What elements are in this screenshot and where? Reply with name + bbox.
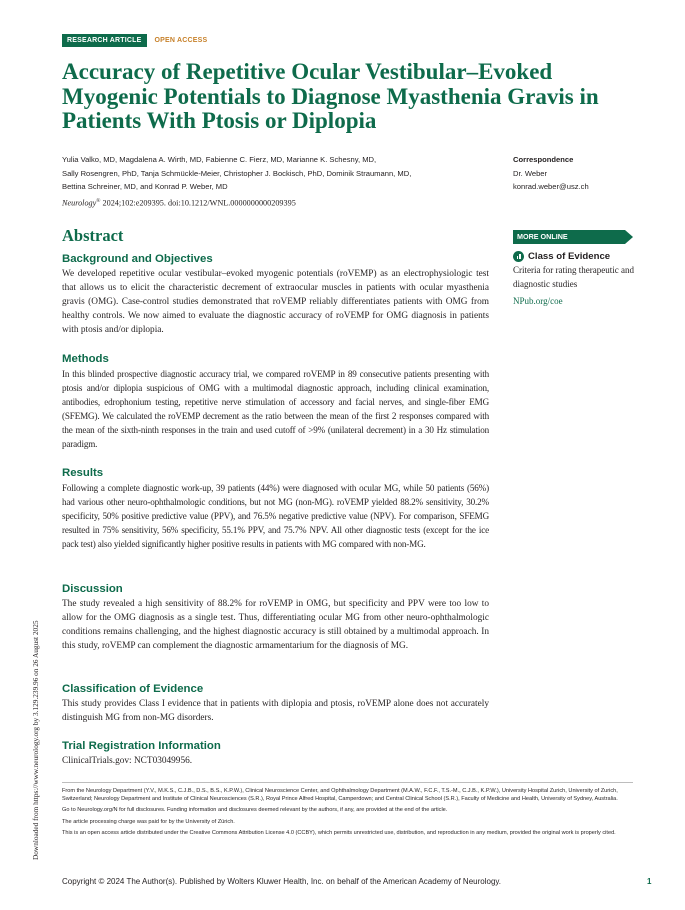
section-discussion <box>62 583 489 654</box>
section-heading: Trial Registration Information <box>62 740 221 752</box>
correspondence-heading: Correspondence <box>513 155 574 164</box>
bar-chart-icon <box>513 251 524 262</box>
footnote-divider <box>62 782 633 783</box>
copyright-line: Copyright © 2024 The Author(s). Published by Wolters Kluwer Health, Inc. on behalf of the American Academy of Neurology. <box>62 877 502 886</box>
class-of-evidence-heading: Class of Evidence <box>513 250 653 263</box>
section-body: The study revealed a high sensitivity of 88.2% for roVEMP in OMG, but specificity and PPV were too low to allow for the OMG diagnosis as a single test. Thus, differentiating ocular MG from other neuro-ophthalmologic conditions remains challenging, and the highest diagnostic accuracy is still obtained by a multimodal approach. In this study, roVEMP can complement the diagnostic armamentarium for the diagnosis of MG. <box>62 599 489 651</box>
section-body: Following a complete diagnostic work-up, 39 patients (44%) were diagnosed with ocular MG, while 50 patients (56%) had various other neuro-ophthalmologic conditions, but not MG (non-MG). roVEMP yielded 88.2% sensitivity, 30.2% specificity, 50% positive predictive value (PPV), and 76.5% negative predictive value (NPV). For comparison, SFEMG resulted in 75% sensitivity, 56% specificity, 55.1% PPV, and 75.7% NPV. All other diagnostic tests (except for the ice pack test) also yielded significantly higher positive results in patients with MG compared with non-MG. <box>62 483 489 549</box>
registered-mark: ® <box>96 198 101 204</box>
research-article-badge: RESEARCH ARTICLE <box>62 34 147 47</box>
author-line: Yulia Valko, MD, Magdalena A. Wirth, MD, Fabienne C. Fierz, MD, Marianne K. Schesny, MD, <box>62 155 377 164</box>
section-heading: Background and Objectives <box>62 253 213 265</box>
author-line: Bettina Schreiner, MD, and Konrad P. Weber, MD <box>62 182 228 191</box>
page-number: 1 <box>647 877 652 886</box>
correspondence-name: Dr. Weber <box>513 168 548 178</box>
section-results <box>62 467 489 552</box>
section-trial-registration <box>62 740 489 769</box>
section-methods <box>62 353 489 451</box>
section-heading: Discussion <box>62 583 123 595</box>
section-body: ClinicalTrials.gov: NCT03049956. <box>62 756 193 766</box>
class-of-evidence-link[interactable]: NPub.org/coe <box>513 296 563 306</box>
section-body: This study provides Class I evidence that in patients with diplopia and ptosis, roVEMP alone does not accurately distinguish MG from non-MG disorders. <box>62 699 489 723</box>
disclosures-note: Go to Neurology.org/N for full disclosures. Funding information and disclosures deemed relevant by the authors, if any, are provided at the end of the article. <box>62 807 448 814</box>
section-classification <box>62 683 489 726</box>
citation-details: 2024;102:e209395. doi:10.1212/WNL.0000000000209395 <box>100 198 296 208</box>
section-body: In this blinded prospective diagnostic accuracy trial, we compared roVEMP in 89 consecutive patients presenting with ptosis and/or diplopia suspicious of OMG with a multimodal diagnostic approach, including clinical examination, antibodies, edrophonium testing, repetitive nerve stimulation of accessory and facial nerves, and single-fiber EMG (SFEMG). We calculated the roVEMP decrement as the ratio between the mean of the first 2 responses compared with the mean of the sixth-ninth responses in the train and used cutoff of >9% (unilateral decrement) in a 30 Hz stimulation paradigm. <box>62 369 489 449</box>
journal-name: Neurology <box>62 198 97 208</box>
class-of-evidence-description: Criteria for rating therapeutic and diagnostic studies <box>513 265 634 289</box>
section-heading: Methods <box>62 353 109 365</box>
article-title: Accuracy of Repetitive Ocular Vestibular–Evoked Myogenic Potentials to Diagnose Myasthenia Gravis in Patients With Ptosis or Diplopia <box>62 59 599 133</box>
citation <box>62 198 296 208</box>
author-line: Sally Rosengren, PhD, Tanja Schmückle-Meier, Christopher J. Bockisch, PhD, Dominik Straumann, MD, <box>62 168 412 178</box>
more-online-label: MORE ONLINE <box>517 232 568 241</box>
license-note: This is an open access article distributed under the Creative Commons Attribution License 4.0 (CCBY), which permits unrestricted use, distribution, and reproduction in any medium, provided the original work is properly cited. <box>62 829 616 836</box>
section-body: We developed repetitive ocular vestibular–evoked myogenic potentials (roVEMP) as an electrophysiologic test that allows us to elicit the characteristic decrement of extraocular muscles in patients with ocular myasthenia gravis (OMG). Case-control studies demonstrated that roVEMP reliably differentiates patients with OMG from healthy controls. We now aimed to evaluate the diagnostic accuracy of roVEMP for OMG diagnosis in patients with ptosis and/or diplopia. <box>62 269 489 335</box>
correspondence-email[interactable]: konrad.weber@usz.ch <box>513 182 589 191</box>
section-background <box>62 253 489 338</box>
processing-charge-note: The article processing charge was paid for by the University of Zürich. <box>62 818 235 825</box>
correspondence-block <box>513 153 663 194</box>
open-access-label: OPEN ACCESS <box>154 37 208 44</box>
more-online-banner <box>513 230 633 244</box>
arrow-right-icon <box>625 230 633 244</box>
affiliations-note: From the Neurology Department (Y.V., M.K.S., C.J.B., D.S., B.S., K.P.W.), Clinical Neuroscience Center, and Ophthalmology Department (M.A.W., F.C.F., T.S.-M., C.J.B., K.P.W.), University Hospital Zurich, University of Zurich, Switzerland; Neurology Department and Institute of Clinical Neurosciences (S.R.), Royal Prince Alfred Hospital, Camperdown; and Central Clinical School (S.R.), Faculty of Medicine and Health, University of Sydney, Australia. <box>62 788 618 803</box>
author-list <box>62 153 482 194</box>
class-of-evidence-box <box>513 250 653 306</box>
abstract-heading: Abstract <box>62 226 124 245</box>
section-heading: Classification of Evidence <box>62 683 204 695</box>
article-tags <box>62 34 207 47</box>
download-watermark: Downloaded from https://www.neurology.org by 3.129.239.96 on 26 August 2025 <box>31 620 40 860</box>
section-heading: Results <box>62 467 104 479</box>
footnotes <box>62 787 633 840</box>
